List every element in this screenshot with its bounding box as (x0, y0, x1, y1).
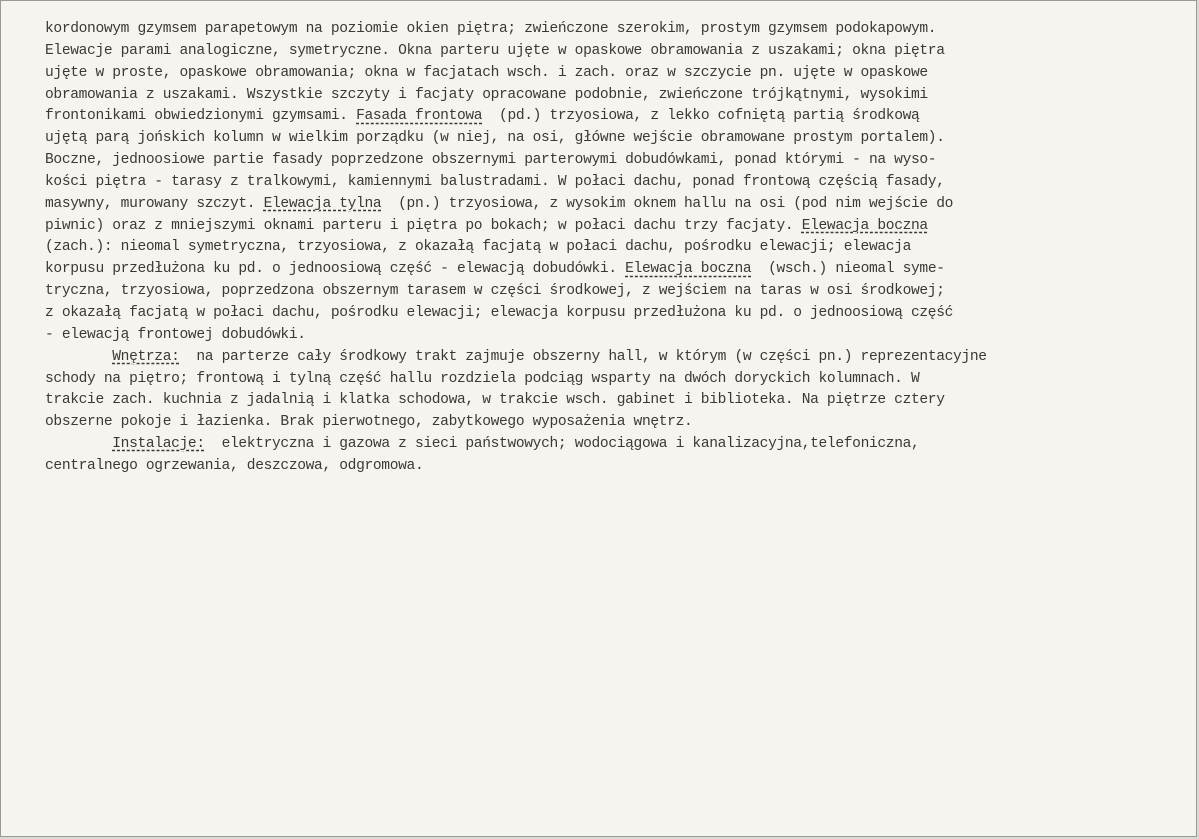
text-line (45, 150, 1195, 172)
text-segment: tryczna, trzyosiowa, poprzedzona obszernym tarasem w części środkowej, z wejściem na taras w osi środkowej; (45, 283, 945, 300)
text-line (45, 172, 1195, 194)
text-segment: schody na piętro; frontową i tylną część hallu rozdziela podciąg wsparty na dwóch doryckich kolumnach. W (45, 370, 920, 387)
text-segment: masywny, murowany szczyt. (45, 195, 264, 212)
text-segment: korpusu przedłużona ku pd. o jednoosiową część - elewacją dobudówki. (45, 261, 626, 278)
text-line (45, 369, 1195, 391)
text-segment: kordonowym gzymsem parapetowym na poziomie okien piętra; zwieńczone szerokim, prostym gzymsem podokapowym. (45, 21, 937, 37)
text-segment: piwnic) oraz z mniejszymi oknami parteru i piętra po bokach; w połaci dachu trzy facjaty. (45, 217, 802, 234)
section-heading: Fasada frontowa (356, 108, 483, 125)
typewritten-text (45, 19, 1195, 478)
text-segment: z okazałą facjatą w połaci dachu, pośrodku elewacji; elewacja korpusu przedłużona ku pd. o jednoosiową część (45, 304, 954, 321)
text-segment: obszerne pokoje i łazienka. Brak pierwotnego, zabytkowego wyposażenia wnętrz. (45, 414, 693, 431)
text-line (45, 194, 1195, 216)
text-line (45, 41, 1195, 63)
section-heading: Instalacje: (112, 436, 205, 453)
text-segment: ujętą parą jońskich kolumn w wielkim porządku (w niej, na osi, główne wejście obramowane prostym portalem). (45, 130, 945, 147)
text-segment: - elewacją frontowej dobudówki. (45, 326, 306, 343)
text-segment: Boczne, jednoosiowe partie fasady poprzedzone obszernymi parterowymi dobudówkami, ponad którymi - na wyso- (45, 152, 937, 169)
text-line (45, 347, 1195, 369)
text-line (45, 456, 1195, 478)
text-line (45, 259, 1195, 281)
text-line (45, 19, 1195, 41)
text-segment: kości piętra - tarasy z tralkowymi, kamiennymi balustradami. W połaci dachu, ponad frontową częścią fasady, (45, 173, 945, 190)
text-line (45, 325, 1195, 347)
text-line (45, 434, 1195, 456)
text-segment: trakcie zach. kuchnia z jadalnią i klatka schodowa, w trakcie wsch. gabinet i biblioteka. Na piętrze cztery (45, 392, 945, 409)
text-line (45, 281, 1195, 303)
text-segment: Elewacje parami analogiczne, symetryczne. Okna parteru ujęte w opaskowe obramowania z uszakami; okna piętra (45, 42, 945, 59)
text-segment: frontonikami obwiedzionymi gzymsami. (45, 108, 357, 125)
text-segment: (wsch.) nieomal syme- (751, 261, 945, 278)
section-heading: Elewacja boczna (625, 261, 752, 278)
text-line (45, 412, 1195, 434)
text-line (45, 63, 1195, 85)
text-line (45, 85, 1195, 107)
text-line (45, 216, 1195, 238)
text-segment: na parterze cały środkowy trakt zajmuje obszerny hall, w którym (w części pn.) reprezentacyjne (179, 348, 987, 365)
section-heading: Elewacja boczna (801, 217, 928, 234)
text-line (45, 390, 1195, 412)
text-segment: ujęte w proste, opaskowe obramowania; okna w facjatach wsch. i zach. oraz w szczycie pn. ujęte w opaskowe (45, 64, 928, 81)
text-segment: (pd.) trzyosiowa, z lekko cofniętą partią środkową (482, 108, 920, 125)
text-segment: (pn.) trzyosiowa, z wysokim oknem hallu na osi (pod nim wejście do (381, 195, 954, 212)
text-line (45, 106, 1195, 128)
text-segment: centralnego ogrzewania, deszczowa, odgromowa. (45, 457, 424, 474)
text-line (45, 237, 1195, 259)
text-segment (45, 349, 112, 365)
text-line (45, 303, 1195, 325)
section-heading: Elewacja tylna (263, 195, 382, 212)
text-segment: obramowania z uszakami. Wszystkie szczyty i facjaty opracowane podobnie, zwieńczone trójkątnymi, wysokimi (45, 86, 928, 103)
section-heading: Wnętrza: (112, 348, 180, 365)
text-segment: elektryczna i gazowa z sieci państwowych; wodociągowa i kanalizacyjna,telefoniczna, (204, 436, 920, 453)
text-segment (45, 436, 112, 452)
text-segment: (zach.): nieomal symetryczna, trzyosiowa, z okazałą facjatą w połaci dachu, pośrodku elewacji; elewacja (45, 239, 911, 256)
text-line (45, 128, 1195, 150)
